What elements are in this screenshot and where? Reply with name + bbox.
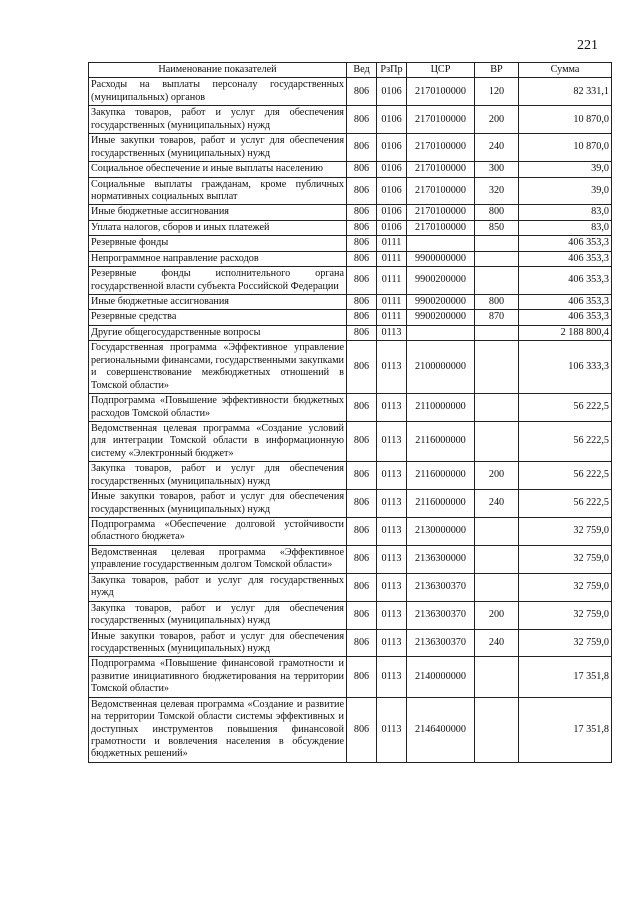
table-row [89, 310, 612, 325]
cell-csr: 2146400000 [407, 697, 475, 762]
cell-vr [475, 341, 519, 394]
cell-name: Резервные средства [89, 310, 347, 325]
cell-sum: 406 353,3 [519, 310, 612, 325]
cell-csr: 2170100000 [407, 162, 475, 177]
cell-vr: 200 [475, 601, 519, 629]
cell-rzpr: 0113 [377, 462, 407, 490]
cell-rzpr: 0106 [377, 220, 407, 235]
header-csr: ЦСР [407, 63, 475, 78]
cell-ved: 806 [347, 236, 377, 251]
cell-name: Социальные выплаты гражданам, кроме публичных нормативных социальных выплат [89, 177, 347, 205]
cell-ved: 806 [347, 573, 377, 601]
header-rzpr: РзПр [377, 63, 407, 78]
cell-ved: 806 [347, 220, 377, 235]
cell-sum: 56 222,5 [519, 462, 612, 490]
cell-ved: 806 [347, 518, 377, 546]
cell-ved: 806 [347, 341, 377, 394]
table-row [89, 545, 612, 573]
cell-sum: 406 353,3 [519, 295, 612, 310]
table-row [89, 78, 612, 106]
cell-ved: 806 [347, 205, 377, 220]
table-row [89, 657, 612, 697]
cell-rzpr: 0106 [377, 205, 407, 220]
table-row [89, 325, 612, 340]
table-row [89, 236, 612, 251]
cell-name: Иные закупки товаров, работ и услуг для обеспечения государственных (муниципальных) нужд [89, 134, 347, 162]
table-row [89, 220, 612, 235]
cell-csr: 2136300000 [407, 545, 475, 573]
cell-csr: 2136300370 [407, 573, 475, 601]
cell-ved: 806 [347, 629, 377, 657]
cell-ved: 806 [347, 697, 377, 762]
cell-csr: 2116000000 [407, 421, 475, 461]
cell-rzpr: 0113 [377, 601, 407, 629]
cell-ved: 806 [347, 545, 377, 573]
cell-sum: 56 222,5 [519, 490, 612, 518]
table-row [89, 106, 612, 134]
table-row [89, 295, 612, 310]
cell-sum: 39,0 [519, 162, 612, 177]
cell-sum: 17 351,8 [519, 657, 612, 697]
cell-ved: 806 [347, 325, 377, 340]
header-ved: Вед [347, 63, 377, 78]
cell-sum: 2 188 800,4 [519, 325, 612, 340]
table-row [89, 162, 612, 177]
cell-rzpr: 0106 [377, 78, 407, 106]
cell-ved: 806 [347, 421, 377, 461]
cell-sum: 32 759,0 [519, 629, 612, 657]
cell-vr [475, 325, 519, 340]
cell-rzpr: 0113 [377, 490, 407, 518]
cell-vr [475, 394, 519, 422]
cell-name: Расходы на выплаты персоналу государственных (муниципальных) органов [89, 78, 347, 106]
cell-csr: 2116000000 [407, 462, 475, 490]
cell-ved: 806 [347, 78, 377, 106]
cell-rzpr: 0106 [377, 162, 407, 177]
cell-vr [475, 545, 519, 573]
cell-ved: 806 [347, 310, 377, 325]
table-row [89, 134, 612, 162]
cell-rzpr: 0111 [377, 295, 407, 310]
cell-vr: 120 [475, 78, 519, 106]
table-row [89, 518, 612, 546]
cell-csr: 2136300370 [407, 601, 475, 629]
table-row [89, 462, 612, 490]
cell-ved: 806 [347, 251, 377, 266]
cell-sum: 32 759,0 [519, 573, 612, 601]
cell-rzpr: 0113 [377, 518, 407, 546]
cell-vr: 240 [475, 629, 519, 657]
cell-csr: 2170100000 [407, 78, 475, 106]
cell-ved: 806 [347, 462, 377, 490]
cell-ved: 806 [347, 267, 377, 295]
cell-vr [475, 518, 519, 546]
cell-name: Подпрограмма «Повышение финансовой грамотности и развитие инициативного бюджетирования на территории Томской области» [89, 657, 347, 697]
table-row [89, 205, 612, 220]
cell-name: Уплата налогов, сборов и иных платежей [89, 220, 347, 235]
cell-name: Подпрограмма «Повышение эффективности бюджетных расходов Томской области» [89, 394, 347, 422]
cell-vr: 800 [475, 295, 519, 310]
header-name: Наименование показателей [89, 63, 347, 78]
cell-vr: 320 [475, 177, 519, 205]
cell-name: Закупка товаров, работ и услуг для обеспечения государственных (муниципальных) нужд [89, 601, 347, 629]
table-row [89, 421, 612, 461]
cell-csr: 2170100000 [407, 220, 475, 235]
cell-sum: 32 759,0 [519, 545, 612, 573]
cell-csr [407, 325, 475, 340]
cell-sum: 406 353,3 [519, 251, 612, 266]
cell-name: Резервные фонды исполнительного органа государственной власти субъекта Российской Федерации [89, 267, 347, 295]
cell-sum: 82 331,1 [519, 78, 612, 106]
cell-csr: 2170100000 [407, 134, 475, 162]
cell-csr: 9900200000 [407, 267, 475, 295]
table-row [89, 601, 612, 629]
header-sum: Сумма [519, 63, 612, 78]
cell-name: Государственная программа «Эффективное управление региональными финансами, государственными закупками и совершенствование межбюджетных отношений в Томской области» [89, 341, 347, 394]
cell-csr: 9900200000 [407, 295, 475, 310]
cell-sum: 10 870,0 [519, 106, 612, 134]
cell-vr: 200 [475, 462, 519, 490]
cell-rzpr: 0113 [377, 341, 407, 394]
cell-name: Иные закупки товаров, работ и услуг для обеспечения государственных (муниципальных) нужд [89, 490, 347, 518]
cell-sum: 83,0 [519, 205, 612, 220]
cell-name: Закупка товаров, работ и услуг для обеспечения государственных (муниципальных) нужд [89, 462, 347, 490]
table-row [89, 394, 612, 422]
cell-vr: 200 [475, 106, 519, 134]
cell-name: Иные закупки товаров, работ и услуг для обеспечения государственных (муниципальных) нужд [89, 629, 347, 657]
cell-sum: 106 333,3 [519, 341, 612, 394]
cell-sum: 32 759,0 [519, 518, 612, 546]
cell-ved: 806 [347, 106, 377, 134]
cell-vr [475, 421, 519, 461]
cell-rzpr: 0106 [377, 106, 407, 134]
cell-rzpr: 0111 [377, 236, 407, 251]
cell-name: Подпрограмма «Обеспечение долговой устойчивости областного бюджета» [89, 518, 347, 546]
cell-vr: 300 [475, 162, 519, 177]
table-body [89, 78, 612, 762]
cell-sum: 10 870,0 [519, 134, 612, 162]
cell-vr: 870 [475, 310, 519, 325]
cell-vr [475, 236, 519, 251]
budget-table [88, 62, 612, 763]
cell-csr: 2170100000 [407, 177, 475, 205]
cell-vr [475, 267, 519, 295]
table-header-row [89, 63, 612, 78]
cell-name: Социальное обеспечение и иные выплаты населению [89, 162, 347, 177]
page-number: 221 [577, 38, 598, 53]
cell-ved: 806 [347, 295, 377, 310]
cell-csr: 2170100000 [407, 106, 475, 134]
cell-vr [475, 573, 519, 601]
cell-rzpr: 0113 [377, 394, 407, 422]
cell-vr: 800 [475, 205, 519, 220]
cell-rzpr: 0111 [377, 267, 407, 295]
cell-csr: 2100000000 [407, 341, 475, 394]
cell-sum: 17 351,8 [519, 697, 612, 762]
cell-vr [475, 697, 519, 762]
cell-rzpr: 0111 [377, 310, 407, 325]
cell-name: Закупка товаров, работ и услуг для обеспечения государственных (муниципальных) нужд [89, 106, 347, 134]
cell-sum: 406 353,3 [519, 267, 612, 295]
cell-name: Другие общегосударственные вопросы [89, 325, 347, 340]
cell-rzpr: 0113 [377, 545, 407, 573]
cell-rzpr: 0113 [377, 697, 407, 762]
cell-csr: 2136300370 [407, 629, 475, 657]
table-row [89, 629, 612, 657]
header-vr: ВР [475, 63, 519, 78]
cell-vr [475, 251, 519, 266]
table-row [89, 573, 612, 601]
table-row [89, 490, 612, 518]
cell-sum: 83,0 [519, 220, 612, 235]
cell-name: Иные бюджетные ассигнования [89, 205, 347, 220]
cell-ved: 806 [347, 657, 377, 697]
cell-ved: 806 [347, 162, 377, 177]
table-row [89, 697, 612, 762]
cell-csr: 2110000000 [407, 394, 475, 422]
cell-rzpr: 0106 [377, 177, 407, 205]
cell-ved: 806 [347, 134, 377, 162]
cell-rzpr: 0113 [377, 629, 407, 657]
cell-vr: 240 [475, 134, 519, 162]
cell-name: Ведомственная целевая программа «Создание условий для интеграции Томской области в информационную систему «Электронный бюджет» [89, 421, 347, 461]
cell-csr: 2170100000 [407, 205, 475, 220]
cell-csr [407, 236, 475, 251]
cell-rzpr: 0106 [377, 134, 407, 162]
cell-name: Закупка товаров, работ и услуг для государственных нужд [89, 573, 347, 601]
cell-sum: 56 222,5 [519, 421, 612, 461]
cell-sum: 32 759,0 [519, 601, 612, 629]
cell-rzpr: 0111 [377, 251, 407, 266]
cell-sum: 39,0 [519, 177, 612, 205]
table-row [89, 267, 612, 295]
table-row [89, 251, 612, 266]
cell-csr: 2140000000 [407, 657, 475, 697]
cell-csr: 2130000000 [407, 518, 475, 546]
cell-vr [475, 657, 519, 697]
cell-rzpr: 0113 [377, 657, 407, 697]
cell-vr: 850 [475, 220, 519, 235]
cell-csr: 9900200000 [407, 310, 475, 325]
table-row [89, 177, 612, 205]
cell-rzpr: 0113 [377, 421, 407, 461]
cell-ved: 806 [347, 490, 377, 518]
cell-name: Непрограммное направление расходов [89, 251, 347, 266]
cell-name: Резервные фонды [89, 236, 347, 251]
cell-csr: 2116000000 [407, 490, 475, 518]
cell-ved: 806 [347, 394, 377, 422]
cell-ved: 806 [347, 601, 377, 629]
table-row [89, 341, 612, 394]
cell-name: Иные бюджетные ассигнования [89, 295, 347, 310]
cell-csr: 9900000000 [407, 251, 475, 266]
cell-ved: 806 [347, 177, 377, 205]
cell-sum: 406 353,3 [519, 236, 612, 251]
cell-rzpr: 0113 [377, 325, 407, 340]
cell-vr: 240 [475, 490, 519, 518]
cell-sum: 56 222,5 [519, 394, 612, 422]
cell-rzpr: 0113 [377, 573, 407, 601]
cell-name: Ведомственная целевая программа «Создание и развитие на территории Томской области системы эффективных и доступных инструментов повышения финансовой грамотности и вовлечения населения в обсуждение бюджетных решений» [89, 697, 347, 762]
cell-name: Ведомственная целевая программа «Эффективное управление государственным долгом Томской области» [89, 545, 347, 573]
